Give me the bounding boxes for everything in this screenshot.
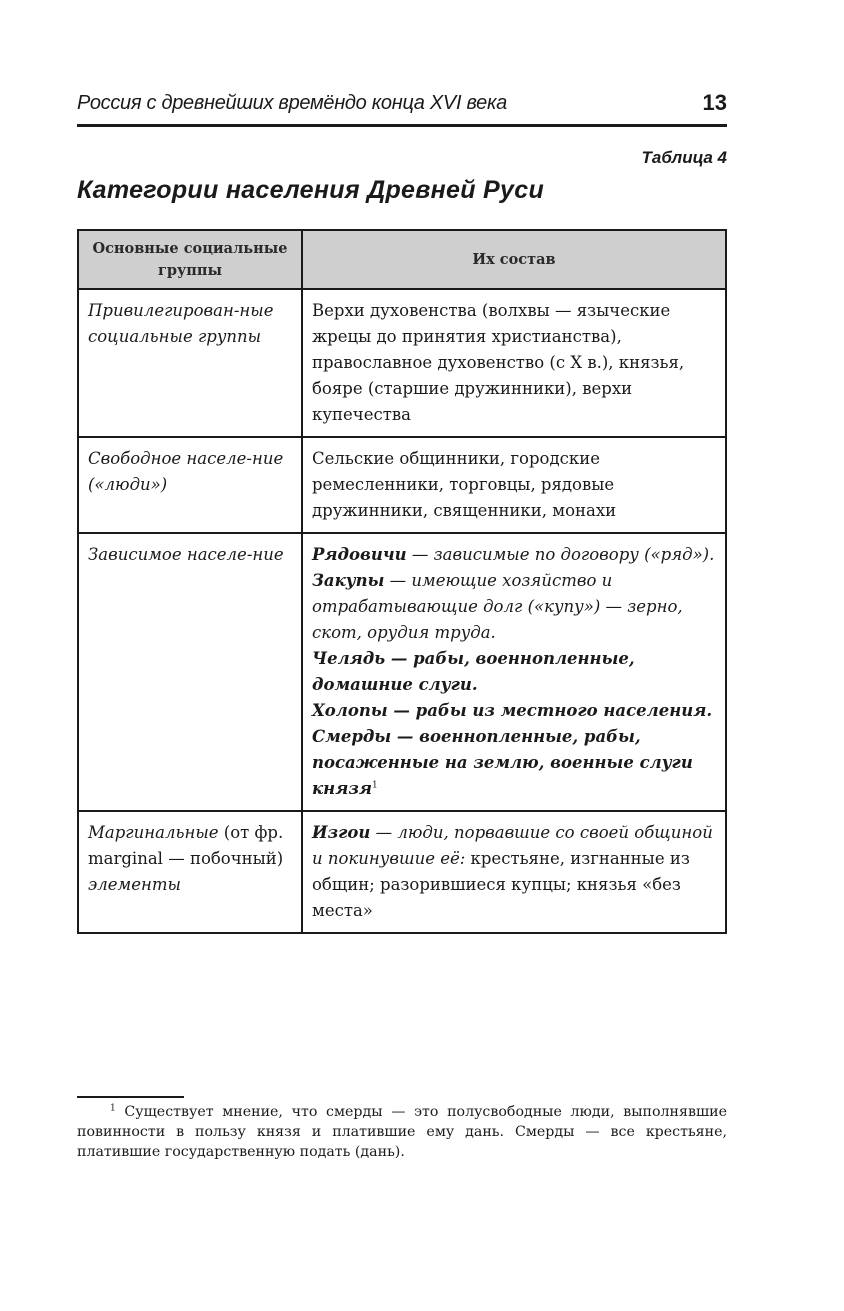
composition-cell: Сельские общинники, городские ремесленники, торговцы, рядовые дружинники, священники, монахи [302,437,726,533]
definition: — военнопленные, рабы, посаженные на землю, военные слуги князя [312,727,693,798]
term: Холопы [312,701,388,720]
footnote-divider [77,1096,184,1098]
group-cell: Зависимое населе-ние [78,533,302,811]
table-header-row [78,230,726,289]
footnote-ref[interactable]: 1 [372,780,378,791]
entry-ryadovichi [312,542,716,568]
term: Смерды [312,727,392,746]
group-cell [78,811,302,933]
group-italic-start: Маргинальные [88,823,219,842]
definition: — имеющие хозяйство и отрабатывающие долг («купу») — зерно, скот, орудия труда. [312,571,683,642]
definition-rest: крестьяне, изгнанные из общин; разорившиеся купцы; князья «без места» [312,849,690,920]
composition-cell [302,811,726,933]
table-row [78,289,726,437]
entry-smerdy [312,724,716,802]
term: Изгои [312,823,371,842]
table-row [78,437,726,533]
footnote-text: Существует мнение, что смерды — это полусвободные люди, выполнявшие повинности в пользу князя и платившие ему дань. Смерды — все крестьяне, платившие государственную подать (дань). [77,1104,727,1160]
entry-chelyad [312,646,716,698]
group-cell: Свободное населе-ние («люди») [78,437,302,533]
page-number: 13 [702,90,727,115]
group-etymology: (от фр. marginal — побочный) [88,823,284,868]
group-italic-end: элементы [88,875,181,894]
definition: — рабы, военнопленные, домашние слуги. [312,649,635,694]
term: Челядь [312,649,386,668]
term: Рядовичи [312,545,407,564]
term: Закупы [312,571,385,590]
table-row [78,533,726,811]
table-label: Таблица 4 [641,148,727,167]
table-row [78,811,726,933]
table-title: Категории населения Древней Руси [77,176,545,204]
definition: — люди, порвавшие со своей общиной и покинувшие её: [312,823,713,868]
running-header [77,90,727,127]
header-composition: Их состав [302,230,726,289]
header-social-groups: Основные социальные группы [78,230,302,289]
running-head-title: Россия с древнейших времёндо конца XVI века [77,92,507,114]
definition: — зависимые по договору («ряд»). [406,545,715,564]
composition-cell: Верхи духовенства (волхвы — языческие жрецы до принятия христианства), православное духовенство (с X в.), князья, бояре (старшие дружинники), верхи купечества [302,289,726,437]
population-categories-table [77,229,727,934]
footnote [77,1102,727,1162]
entry-zakupy [312,568,716,646]
definition: — рабы из местного населения. [387,701,713,720]
group-cell: Привилегирован-ные социальные группы [78,289,302,437]
footnote-marker: 1 [110,1103,116,1114]
entry-kholopy [312,698,716,724]
composition-cell [302,533,726,811]
